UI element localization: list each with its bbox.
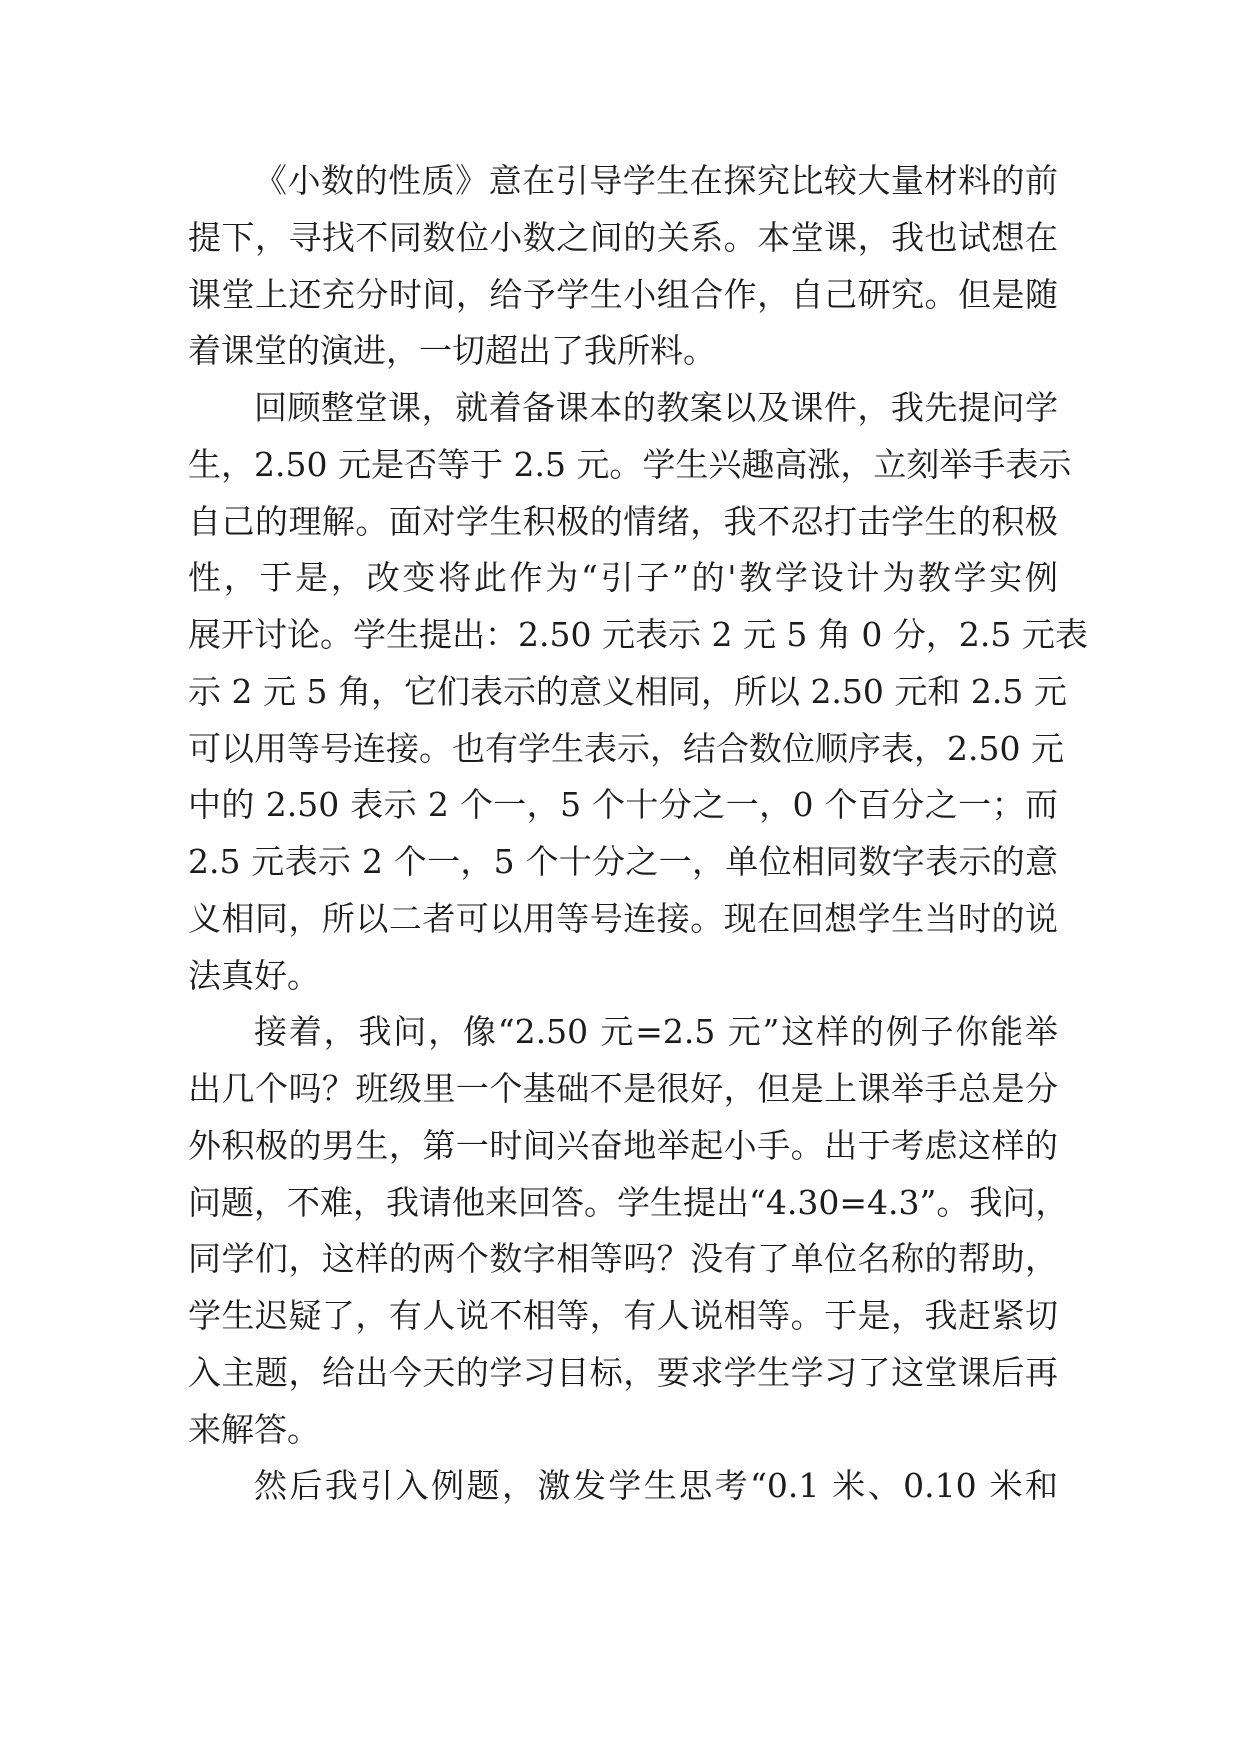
text-line: 学生迟疑了，有人说不相等，有人说相等。于是，我赶紧切 <box>188 1296 1058 1335</box>
text-line: 生，2.50 元是否等于 2.5 元。学生兴趣高涨，立刻举手表示 <box>188 444 1072 484</box>
text-line: 2.5 元表示 2 个一，5 个十分之一，单位相同数字表示的意 <box>188 842 1058 881</box>
text-line: 同学们，这样的两个数字相等吗？没有了单位名称的帮助， <box>188 1239 1058 1279</box>
paragraph-1 <box>188 153 1058 380</box>
paragraph-4 <box>188 1458 1058 1515</box>
text-line: 回顾整堂课，就着备课本的教案以及课件，我先提问学 <box>254 388 1058 427</box>
text-line: 入主题，给出今天的学习目标，要求学生学习了这堂课后再 <box>188 1352 1058 1392</box>
text-line: 外积极的男生，第一时间兴奋地举起小手。出于考虑这样的 <box>188 1125 1058 1165</box>
text-line: 义相同，所以二者可以用等号连接。现在回想学生当时的说 <box>188 898 1058 938</box>
paragraph-3 <box>188 1004 1069 1458</box>
document-body <box>188 153 1088 1515</box>
text-line: 法真好。 <box>188 955 320 995</box>
text-line: 提下，寻找不同数位小数之间的关系。本堂课，我也试想在 <box>188 217 1058 257</box>
text-line: 来解答。 <box>188 1409 320 1449</box>
text-line: 问题，不难，我请他来回答。学生提出“4.30=4.3”。我问， <box>188 1182 1069 1222</box>
text-line: 性，于是，改变将此作为“引子”的'教学设计为教学实例 <box>188 558 1058 598</box>
text-line: 自己的理解。面对学生积极的情绪，我不忍打击学生的积极 <box>188 501 1058 541</box>
text-line: 可以用等号连接。也有学生表示，结合数位顺序表，2.50 元 <box>188 728 1064 768</box>
text-line: 着课堂的演进，一切超出了我所料。 <box>188 331 716 371</box>
text-line: 然后我引入例题，激发学生思考“0.1 米、0.10 米和 <box>254 1466 1058 1506</box>
text-line: 中的 2.50 表示 2 个一，5 个十分之一，0 个百分之一；而 <box>188 785 1058 825</box>
text-line: 《小数的性质》意在引导学生在探究比较大量材料的前 <box>254 161 1058 200</box>
text-line: 接着，我问，像“2.50 元=2.5 元”这样的例子你能举 <box>254 1012 1058 1052</box>
text-line: 示 2 元 5 角，它们表示的意义相同，所以 2.50 元和 2.5 元 <box>188 671 1067 711</box>
text-line: 展开讨论。学生提出：2.50 元表示 2 元 5 角 0 分，2.5 元表 <box>188 615 1088 654</box>
text-line: 课堂上还充分时间，给予学生小组合作，自己研究。但是随 <box>188 274 1058 314</box>
text-line: 出几个吗？班级里一个基础不是很好，但是上课举手总是分 <box>188 1069 1058 1108</box>
paragraph-2 <box>188 380 1088 1004</box>
